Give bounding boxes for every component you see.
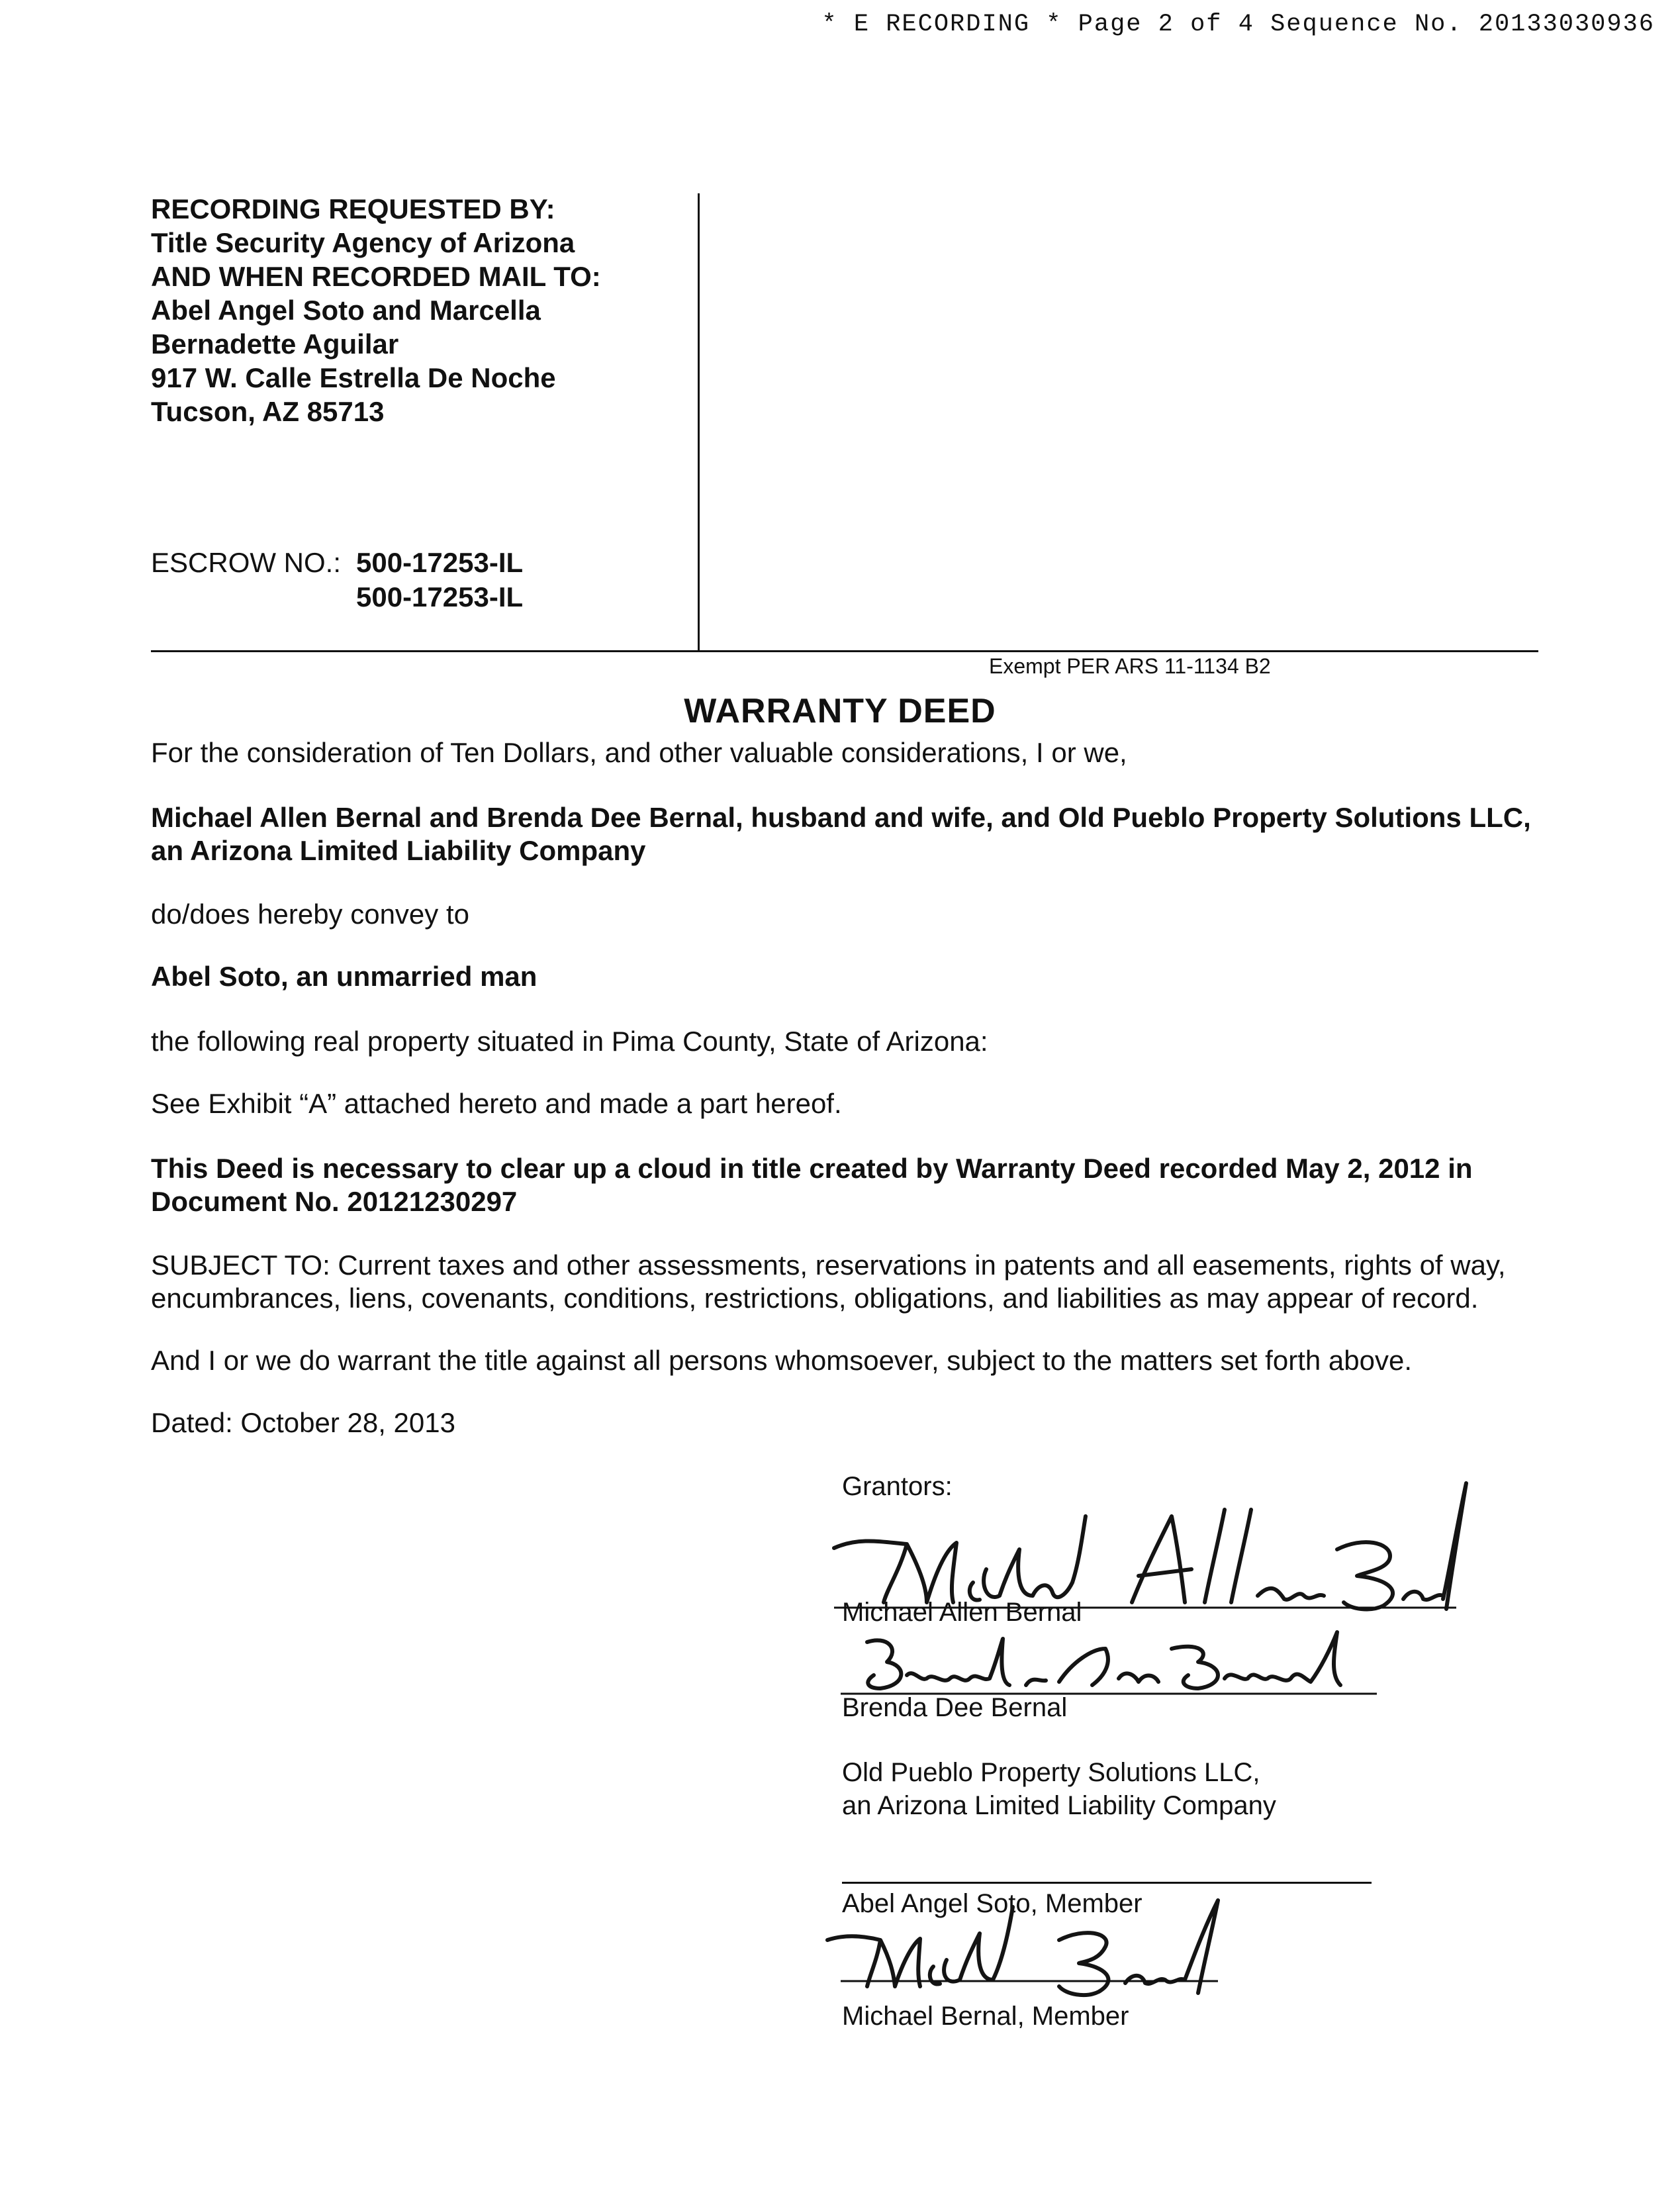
grantee-name: Abel Soto, an unmarried man	[151, 961, 537, 992]
recording-line: Title Security Agency of Arizona	[151, 227, 575, 258]
company-name: Old Pueblo Property Solutions LLC,	[842, 1758, 1260, 1787]
exhibit-text: See Exhibit “A” attached hereto and made a part hereof.	[151, 1088, 842, 1119]
exempt-note: Exempt PER ARS 11-1134 B2	[989, 654, 1271, 678]
escrow-number: 500-17253-IL	[356, 547, 524, 578]
property-text: the following real property situated in Pima County, State of Arizona:	[151, 1026, 988, 1057]
signature-michael-bernal	[821, 1887, 1297, 2006]
convey-text: do/does hereby convey to	[151, 899, 469, 930]
signer-1-name: Michael Allen Bernal	[842, 1598, 1082, 1627]
recording-line: Bernadette Aguilar	[151, 328, 399, 360]
signer-2-name: Brenda Dee Bernal	[842, 1693, 1068, 1722]
member-2-name: Michael Bernal, Member	[842, 2002, 1129, 2031]
recording-line: Abel Angel Soto and Marcella	[151, 295, 541, 326]
grantors-label: Grantors:	[842, 1472, 953, 1501]
subject-to-text: SUBJECT TO: Current taxes and other assessments, reservations in patents and all easements, rights of way, encumbrances, liens, covenants, conditions, restrictions, obligations, and liabilities as may appear of record.	[151, 1249, 1506, 1314]
grantors-names: Michael Allen Bernal and Brenda Dee Bernal, husband and wife, and Old Pueblo Property Solutions LLC, an Arizona Limited Liability Company	[151, 802, 1531, 866]
escrow-label: ESCROW NO.:	[151, 547, 342, 578]
horizontal-divider	[151, 650, 1538, 652]
recording-line: 917 W. Calle Estrella De Noche	[151, 362, 556, 393]
recording-requested-block	[151, 192, 680, 428]
escrow-number: 500-17253-IL	[356, 581, 524, 612]
member-1-name: Abel Angel Soto, Member	[842, 1889, 1143, 1918]
dated-text: Dated: October 28, 2013	[151, 1407, 455, 1438]
recording-header: * E RECORDING * Page 2 of 4 Sequence No. 20133030936	[821, 11, 1655, 38]
vertical-divider	[698, 193, 700, 650]
signature-line-member-1	[842, 1882, 1372, 1884]
cloud-title-note: This Deed is necessary to clear up a cloud in title created by Warranty Deed recorded May 2, 2012 in Document No. 20121230297	[151, 1153, 1473, 1217]
company-type: an Arizona Limited Liability Company	[842, 1791, 1276, 1820]
recording-line: AND WHEN RECORDED MAIL TO:	[151, 261, 601, 292]
recording-line: RECORDING REQUESTED BY:	[151, 193, 555, 224]
document-title: WARRANTY DEED	[684, 692, 996, 730]
consideration-text: For the consideration of Ten Dollars, and other valuable considerations, I or we,	[151, 737, 1127, 768]
recording-line: Tucson, AZ 85713	[151, 396, 385, 427]
warranty-text: And I or we do warrant the title against all persons whomsoever, subject to the matters set forth above.	[151, 1345, 1412, 1376]
